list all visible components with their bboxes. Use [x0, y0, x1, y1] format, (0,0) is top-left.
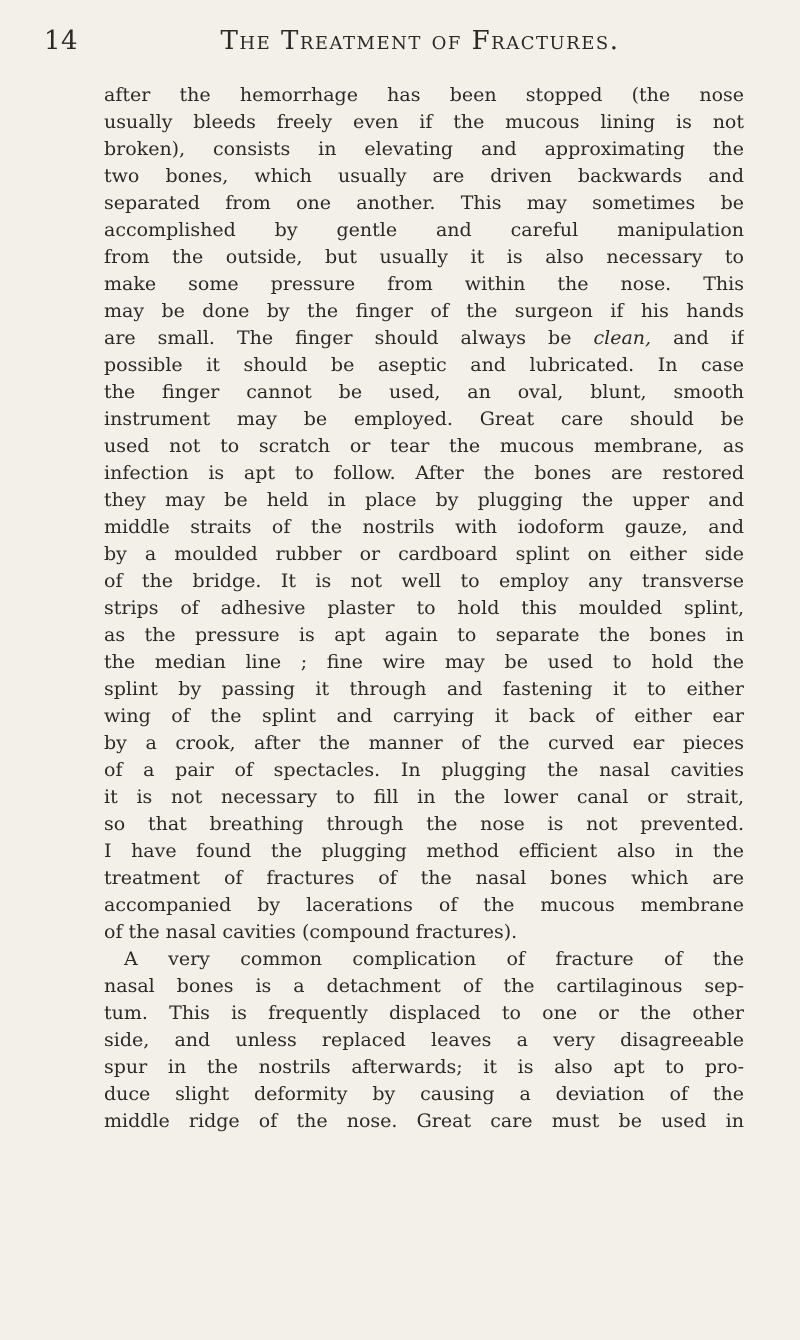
text-line: the median line ; fine wire may be used to hold the: [104, 651, 744, 673]
text-line: so that breathing through the nose is not prevented.: [104, 813, 744, 835]
text-line: splint by passing it through and fastening it to either: [104, 678, 744, 700]
emphasis-clean: clean,: [593, 327, 652, 349]
text-line: middle straits of the nostrils with iodoform gauze, and: [104, 516, 744, 538]
text-line: possible it should be aseptic and lubricated. In case: [104, 354, 744, 376]
text-line: I have found the plugging method efficient also in the: [104, 840, 744, 862]
text-line: used not to scratch or tear the mucous membrane, as: [104, 435, 744, 457]
text-line: treatment of fractures of the nasal bones which are: [104, 867, 744, 889]
text-line: accompanied by lacerations of the mucous membrane: [104, 894, 744, 916]
text-line: separated from one another. This may sometimes be: [104, 192, 744, 214]
text-line: strips of adhesive plaster to hold this moulded splint,: [104, 597, 744, 619]
text-line: broken), consists in elevating and approximating the: [104, 138, 744, 160]
text-line: two bones, which usually are driven backwards and: [104, 165, 744, 187]
text-line: nasal bones is a detachment of the cartilaginous sep-: [104, 975, 744, 997]
text-line: of the nasal cavities (compound fractures).: [104, 921, 518, 943]
text-line: A very common complication of fracture of the: [124, 948, 744, 970]
text-line: make some pressure from within the nose. This: [104, 273, 744, 295]
text-line: infection is apt to follow. After the bones are restored: [104, 462, 744, 484]
text-line: accomplished by gentle and careful manipulation: [104, 219, 744, 241]
text-line: instrument may be employed. Great care should be: [104, 408, 744, 430]
text-line: spur in the nostrils afterwards; it is also apt to pro-: [104, 1056, 744, 1078]
running-head: The Treatment of Fractures.: [220, 26, 620, 56]
text-line: side, and unless replaced leaves a very disagreeable: [104, 1029, 744, 1051]
text-line: from the outside, but usually it is also necessary to: [104, 246, 744, 268]
text-line: the finger cannot be used, an oval, blunt, smooth: [104, 381, 744, 403]
text-segment: and if: [673, 327, 744, 349]
text-line: tum. This is frequently displaced to one or the other: [104, 1002, 744, 1024]
page-header: [44, 20, 756, 66]
text-line: by a moulded rubber or cardboard splint on either side: [104, 543, 744, 565]
text-line: duce slight deformity by causing a deviation of the: [104, 1083, 744, 1105]
text-line: of the bridge. It is not well to employ any transverse: [104, 570, 744, 592]
body-text: [104, 82, 744, 1135]
text-line: usually bleeds freely even if the mucous lining is not: [104, 111, 744, 133]
text-line: wing of the splint and carrying it back of either ear: [104, 705, 744, 727]
text-line: of a pair of spectacles. In plugging the nasal cavities: [104, 759, 744, 781]
text-line: it is not necessary to fill in the lower canal or strait,: [104, 786, 744, 808]
text-line: after the hemorrhage has been stopped (the nose: [104, 84, 744, 106]
text-line: may be done by the finger of the surgeon if his hands: [104, 300, 744, 322]
text-line-italic: [104, 325, 744, 352]
page-number: 14: [44, 26, 79, 56]
text-line: middle ridge of the nose. Great care must be used in: [104, 1110, 744, 1132]
text-line: they may be held in place by plugging the upper and: [104, 489, 744, 511]
text-line: as the pressure is apt again to separate the bones in: [104, 624, 744, 646]
text-segment: are small. The finger should always be: [104, 327, 572, 349]
text-line: by a crook, after the manner of the curved ear pieces: [104, 732, 744, 754]
